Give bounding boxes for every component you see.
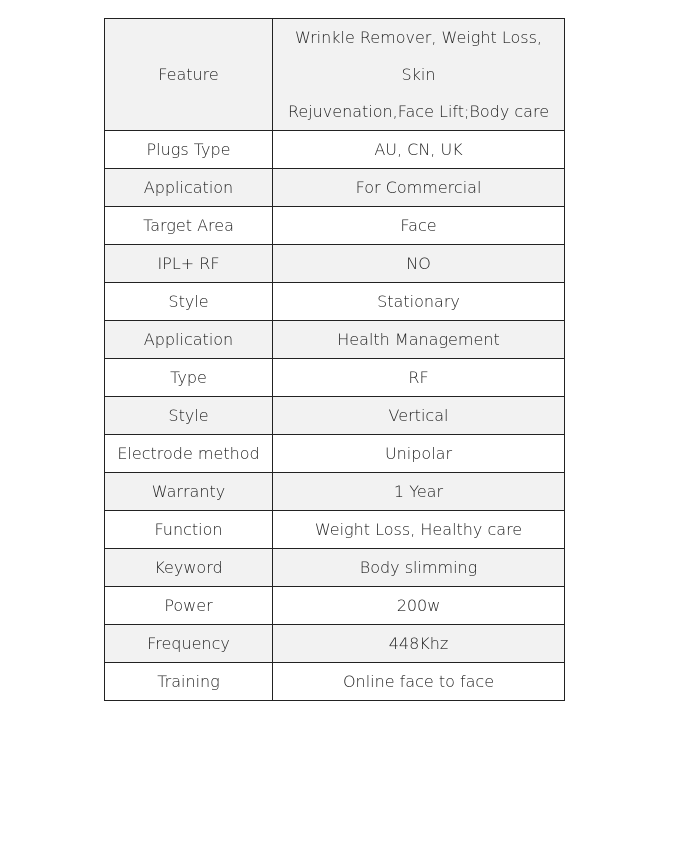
row-value: Weight Loss, Healthy care <box>273 511 565 549</box>
table-row <box>105 359 565 397</box>
table-row <box>105 245 565 283</box>
row-label: Power <box>105 587 273 625</box>
row-value: 448Khz <box>273 625 565 663</box>
table-row <box>105 549 565 587</box>
spec-table <box>104 18 565 701</box>
table-row <box>105 587 565 625</box>
table-row-feature <box>105 19 565 131</box>
table-row <box>105 511 565 549</box>
row-label: Function <box>105 511 273 549</box>
row-label: Application <box>105 321 273 359</box>
row-value: 200w <box>273 587 565 625</box>
row-value: Health Management <box>273 321 565 359</box>
row-label: Target Area <box>105 207 273 245</box>
row-label: Plugs Type <box>105 131 273 169</box>
row-value: NO <box>273 245 565 283</box>
table-row <box>105 207 565 245</box>
row-value: Online face to face <box>273 663 565 701</box>
table-row <box>105 397 565 435</box>
row-label: Style <box>105 397 273 435</box>
row-value: Stationary <box>273 283 565 321</box>
table-row <box>105 131 565 169</box>
row-label: Application <box>105 169 273 207</box>
row-value: For Commercial <box>273 169 565 207</box>
table-row <box>105 283 565 321</box>
table-row <box>105 321 565 359</box>
table-row <box>105 169 565 207</box>
row-label: Feature <box>105 19 273 131</box>
row-label: Type <box>105 359 273 397</box>
table-row <box>105 435 565 473</box>
row-value <box>273 19 565 131</box>
row-label: Frequency <box>105 625 273 663</box>
row-label: Electrode method <box>105 435 273 473</box>
row-label: Keyword <box>105 549 273 587</box>
row-label: Warranty <box>105 473 273 511</box>
row-value-line: Wrinkle Remover, Weight Loss, Skin <box>294 28 543 84</box>
row-value-line: Rejuvenation,Face Lift;Body care <box>287 102 550 121</box>
table-row <box>105 473 565 511</box>
table-row <box>105 625 565 663</box>
row-value: Face <box>273 207 565 245</box>
row-label: Training <box>105 663 273 701</box>
row-value: Vertical <box>273 397 565 435</box>
row-value: 1 Year <box>273 473 565 511</box>
row-value: Body slimming <box>273 549 565 587</box>
table-row <box>105 663 565 701</box>
row-value: AU, CN, UK <box>273 131 565 169</box>
row-label: IPL+ RF <box>105 245 273 283</box>
row-value: RF <box>273 359 565 397</box>
row-value: Unipolar <box>273 435 565 473</box>
row-label: Style <box>105 283 273 321</box>
